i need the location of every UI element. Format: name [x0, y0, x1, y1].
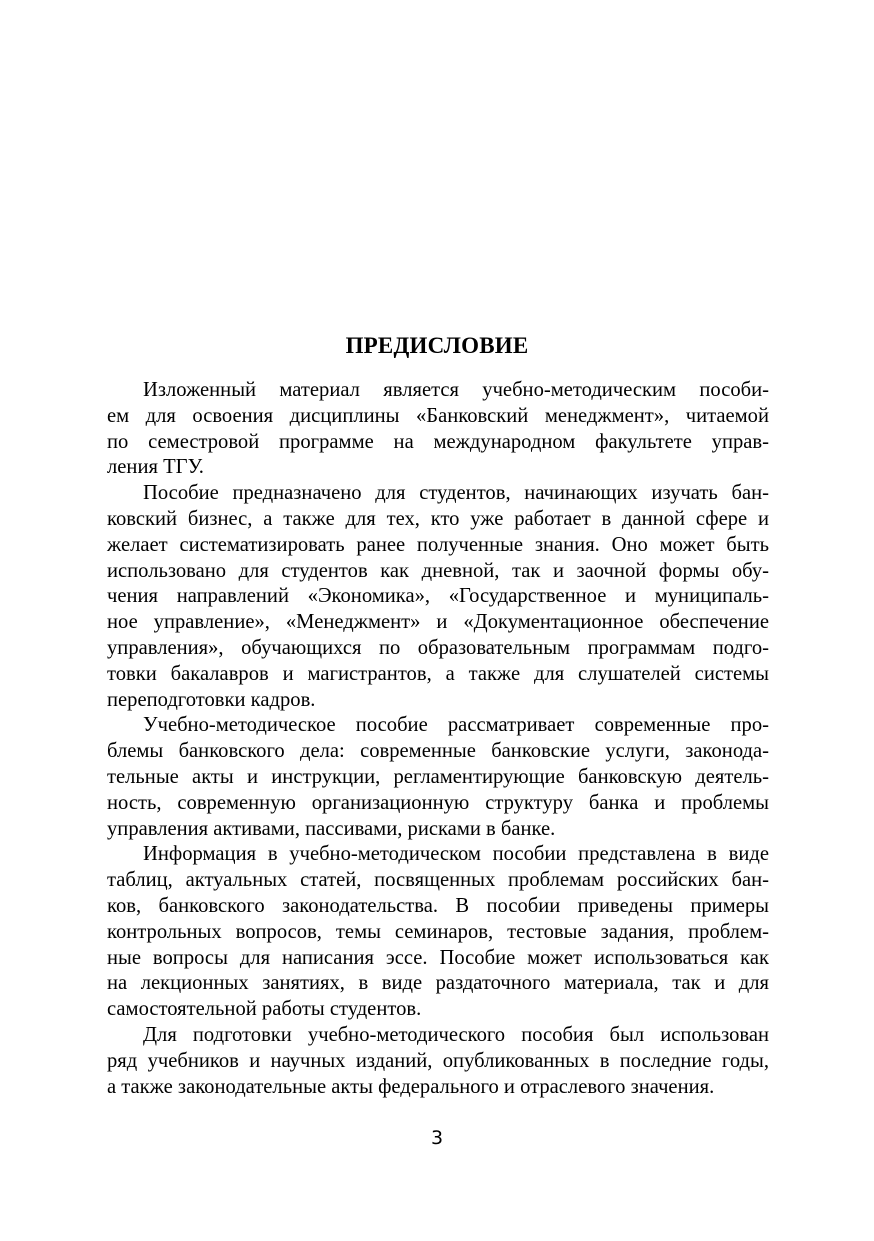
- text-line: использовано для студентов как дневной, так и заочной формы обу-: [107, 559, 769, 582]
- paragraph: [107, 842, 769, 1023]
- text-line: ления ТГУ.: [107, 456, 204, 479]
- text-line: ков, банковского законодательства. В пособии приведены примеры: [107, 894, 769, 917]
- text-line: блемы банковского дела: современные банковские услуги, законода-: [107, 740, 769, 763]
- text-line: ное управление», «Менеджмент» и «Документационное обеспечение: [107, 611, 769, 634]
- text-line: переподготовки кадров.: [107, 688, 316, 711]
- text-line: на лекционных занятиях, в виде раздаточного материала, так и для: [107, 972, 769, 995]
- text-line: управления активами, пассивами, рисками в банке.: [107, 817, 556, 840]
- text-line: а также законодательные акты федерального и отраслевого значения.: [107, 1075, 715, 1098]
- text-line: Пособие предназначено для студентов, начинающих изучать бан-: [143, 482, 769, 505]
- text-line: желает систематизировать ранее полученные знания. Оно может быть: [107, 533, 769, 556]
- paragraph: [107, 713, 769, 842]
- text-line: ность, современную организационную структуру банка и проблемы: [107, 791, 769, 814]
- text-line: ряд учебников и научных изданий, опубликованных в последние годы,: [107, 1049, 769, 1072]
- text-line: Для подготовки учебно-методического пособия был использован: [143, 1023, 769, 1046]
- text-line: тельные акты и инструкции, регламентирующие банковскую деятель-: [107, 765, 769, 788]
- text-line: контрольных вопросов, темы семинаров, тестовые задания, проблем-: [107, 920, 769, 943]
- text-line: Информация в учебно-методическом пособии представлена в виде: [143, 843, 769, 866]
- text-line: ные вопросы для написания эссе. Пособие может использоваться как: [107, 946, 769, 969]
- text-line: управления», обучающихся по образовательным программам подго-: [107, 636, 769, 659]
- text-line: таблиц, актуальных статей, посвященных проблемам российских бан-: [107, 869, 769, 892]
- text-line: чения направлений «Экономика», «Государственное и муниципаль-: [107, 585, 769, 608]
- paragraph: [107, 1023, 769, 1100]
- text-line: товки бакалавров и магистрантов, а также для слушателей системы: [107, 662, 769, 685]
- text-line: ем для освоения дисциплины «Банковский менеджмент», читаемой: [107, 404, 769, 427]
- text-line: Изложенный материал является учебно-методическим пособи-: [143, 379, 769, 401]
- text-line: ковский бизнес, а также для тех, кто уже работает в данной сфере и: [107, 507, 769, 530]
- text-line: Учебно-методическое пособие рассматривает современные про-: [143, 714, 769, 737]
- text-line: по семестровой программе на международном факультете управ-: [107, 430, 769, 453]
- paragraph: [107, 481, 769, 713]
- text-line: самостоятельной работы студентов.: [107, 998, 422, 1021]
- body-text: [107, 378, 769, 1100]
- page-title: ПРЕДИСЛОВИЕ: [345, 333, 529, 358]
- page-number: 3: [430, 1127, 444, 1149]
- paragraph: [107, 378, 769, 481]
